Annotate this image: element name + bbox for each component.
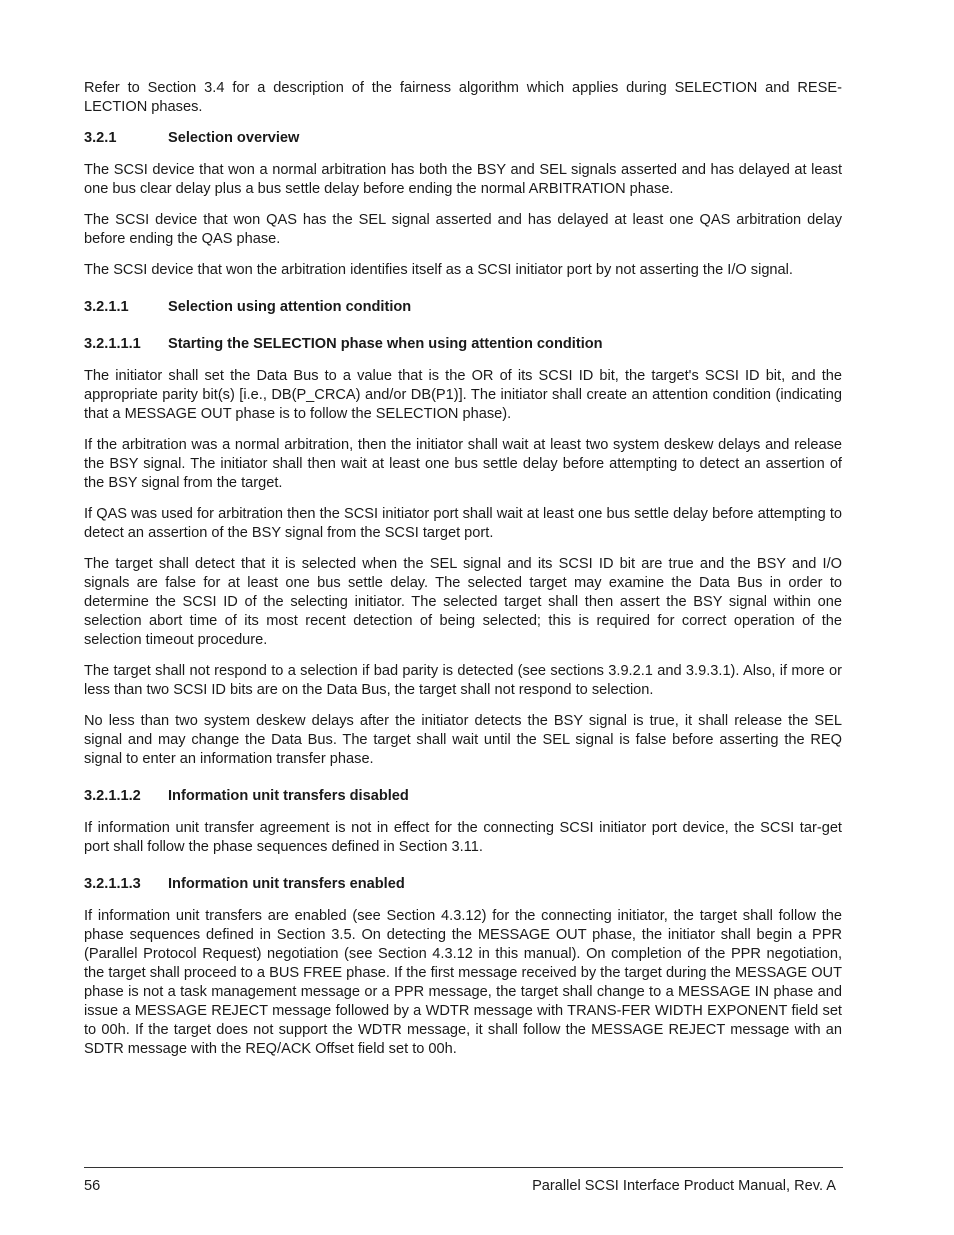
page-number: 56 (84, 1178, 101, 1194)
section-number: 3.2.1.1.2 (84, 788, 141, 804)
section-heading-3-2-1-1-2 (84, 787, 842, 806)
section-number: 3.2.1 (84, 130, 117, 146)
paragraph: If information unit transfers are enabled (see Section 4.3.12) for the connecting initiator, the target shall follow the phase sequences defined in Section 3.5. On detecting the MESSAGE OUT phase, the initiator shall begin a PPR (Parallel Protocol Request) negotiation (see Section 4.3.12 in this manual). On completion of the PPR negotiation, the target shall proceed to a BUS FREE phase. If the first message received by the target during the MESSAGE OUT phase is not a task management message or a PPR message, the target shall change to a MESSAGE IN phase and issue a MESSAGE REJECT message followed by a WDTR message with TRANS-FER WIDTH EXPONENT field set to 00h. If the target does not support the WDTR message, it shall follow the MESSAGE REJECT message with an SDTR message with the REQ/ACK Offset field set to 00h. (84, 908, 842, 1057)
paragraph: If QAS was used for arbitration then the SCSI initiator port shall wait at least one bus settle delay before attempting to detect an assertion of the BSY signal from the SCSI target port. (84, 506, 842, 541)
document-title: Parallel SCSI Interface Product Manual, Rev. A (532, 1178, 836, 1194)
section-number: 3.2.1.1 (84, 299, 129, 315)
paragraph: The SCSI device that won QAS has the SEL signal asserted and has delayed at least one QAS arbitration delay before ending the QAS phase. (84, 212, 842, 247)
section-heading-3-2-1-1 (84, 298, 842, 317)
paragraph: No less than two system deskew delays after the initiator detects the BSY signal is true, it shall release the SEL signal and may change the Data Bus. The target shall wait until the SEL signal is false before asserting the REQ signal to enter an information transfer phase. (84, 713, 842, 767)
footer-divider (84, 1167, 843, 1168)
paragraph: The SCSI device that won the arbitration identifies itself as a SCSI initiator port by not asserting the I/O signal. (84, 262, 793, 278)
section-title: Information unit transfers disabled (168, 788, 409, 804)
section-heading-3-2-1-1-1 (84, 335, 842, 354)
intro-paragraph: Refer to Section 3.4 for a description of the fairness algorithm which applies during SELECTION and RESE-LECTION phases. (84, 80, 842, 115)
section-title: Selection overview (168, 130, 300, 146)
section-number: 3.2.1.1.3 (84, 876, 141, 892)
section-number: 3.2.1.1.1 (84, 336, 141, 352)
paragraph: The target shall detect that it is selected when the SEL signal and its SCSI ID bit are true and the BSY and I/O signals are false for at least one bus settle delay. The selected target may examine the Data Bus in order to determine the SCSI ID of the selecting initiator. The selected target shall then assert the BSY signal within one selection abort time of its most recent detection of being selected; this is required for correct operation of the selection timeout procedure. (84, 556, 842, 648)
section-title: Information unit transfers enabled (168, 876, 405, 892)
paragraph: If information unit transfer agreement is not in effect for the connecting SCSI initiator port device, the SCSI tar-get port shall follow the phase sequences defined in Section 3.11. (84, 820, 842, 855)
document-body (84, 79, 842, 1071)
paragraph: The initiator shall set the Data Bus to a value that is the OR of its SCSI ID bit, the target's SCSI ID bit, and the appropriate parity bit(s) [i.e., DB(P_CRCA) and/or DB(P1)]. The initiator shall create an attention condition (indicating that a MESSAGE OUT phase is to follow the SELECTION phase). (84, 368, 842, 422)
paragraph: If the arbitration was a normal arbitration, then the initiator shall wait at least two system deskew delays and release the BSY signal. The initiator shall then wait at least one bus settle delay before attempting to detect an assertion of the BSY signal from the target. (84, 437, 842, 491)
paragraph: The target shall not respond to a selection if bad parity is detected (see sections 3.9.2.1 and 3.9.3.1). Also, if more or less than two SCSI ID bits are on the Data Bus, the target shall not respond to selection. (84, 663, 842, 698)
section-title: Starting the SELECTION phase when using attention condition (168, 336, 603, 352)
section-heading-3-2-1 (84, 129, 842, 148)
section-title: Selection using attention condition (168, 299, 412, 315)
paragraph: The SCSI device that won a normal arbitration has both the BSY and SEL signals asserted and has delayed at least one bus clear delay plus a bus settle delay before ending the normal ARBITRATION phase. (84, 162, 842, 197)
section-heading-3-2-1-1-3 (84, 875, 842, 894)
